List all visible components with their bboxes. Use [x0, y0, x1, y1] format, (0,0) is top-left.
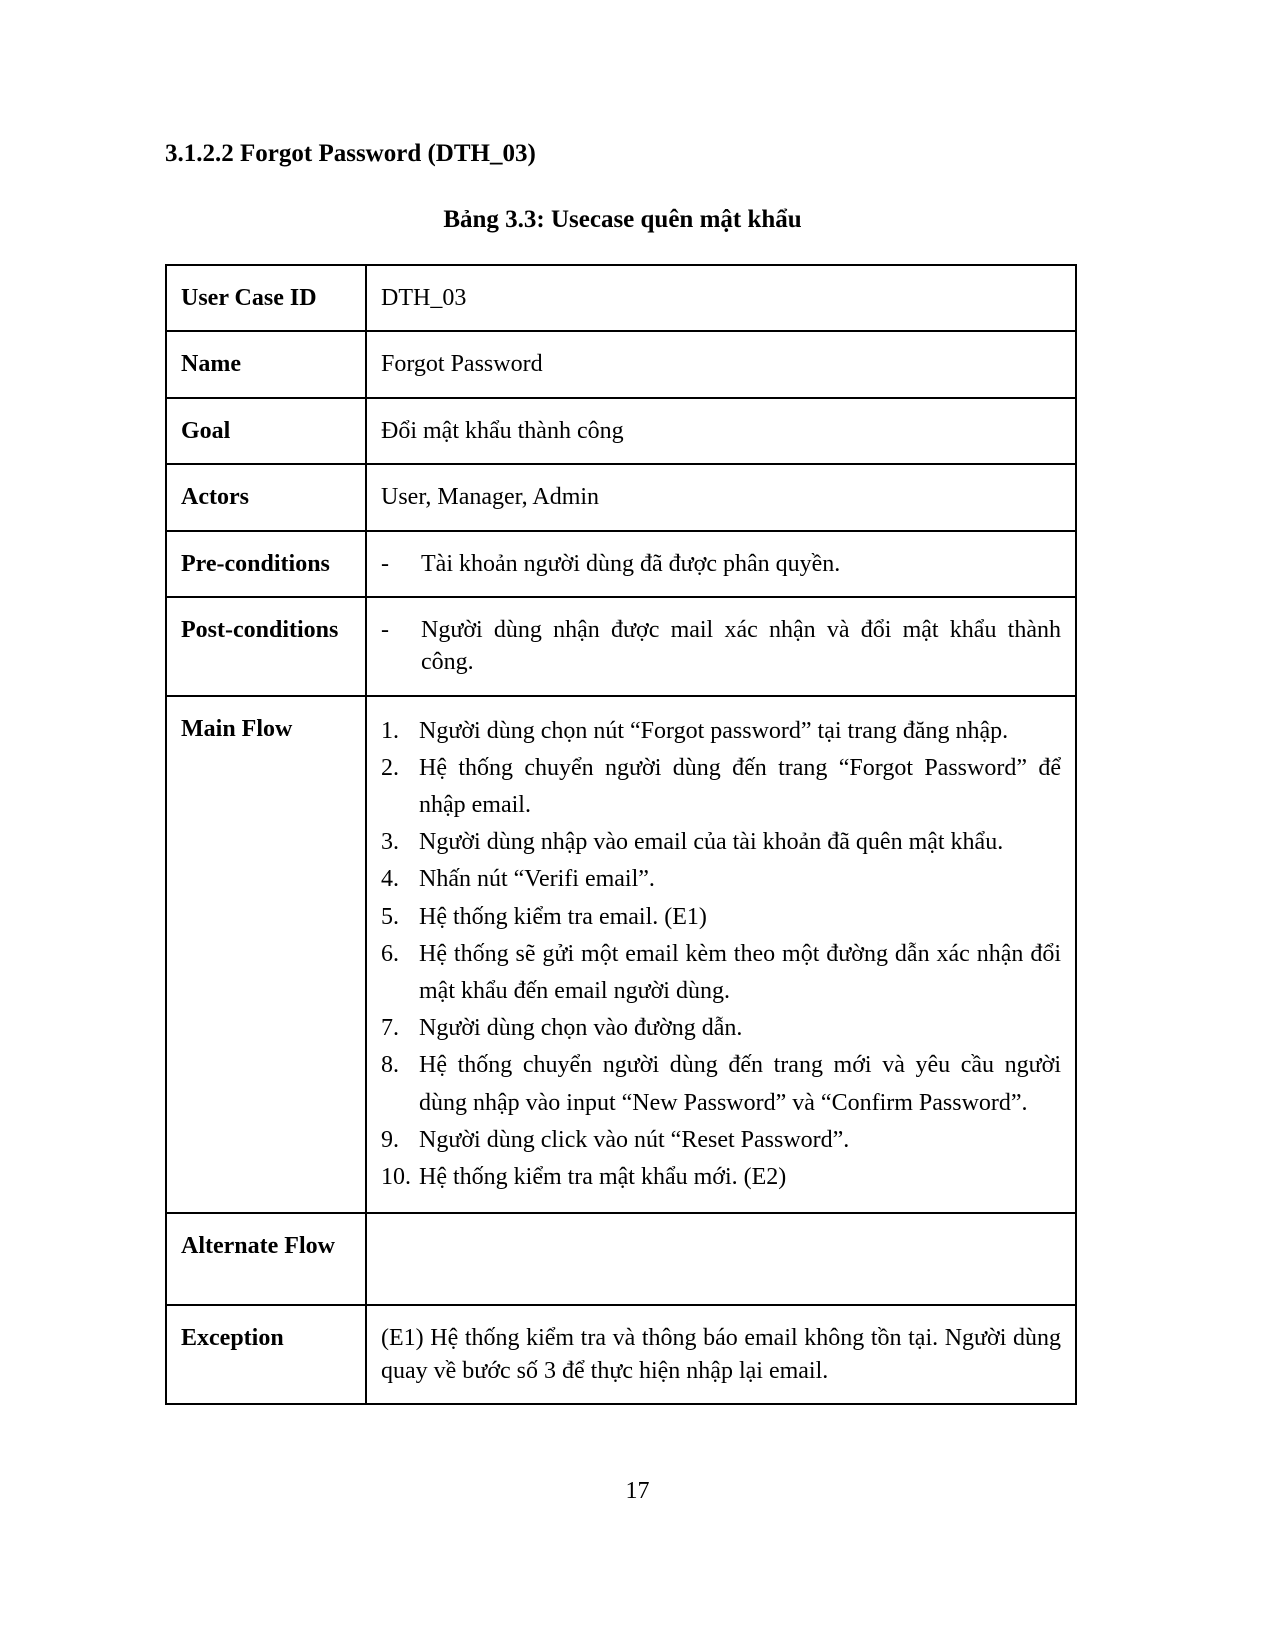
- bullet-item: [381, 614, 1061, 679]
- row-label: Name: [166, 331, 366, 397]
- step-number: 2.: [381, 754, 399, 781]
- step-text: Nhấn nút “Verifi email”.: [419, 866, 655, 893]
- bullet-marker: -: [381, 616, 389, 643]
- main-flow-step: [381, 936, 1061, 1010]
- row-content: Đổi mật khẩu thành công: [366, 398, 1076, 464]
- row-content: User, Manager, Admin: [366, 464, 1076, 530]
- table-caption: Bảng 3.3: Usecase quên mật khẩu: [443, 206, 802, 233]
- page-number: 17: [625, 1478, 650, 1504]
- row-label: User Case ID: [166, 265, 366, 331]
- row-label: Post-conditions: [166, 597, 366, 696]
- step-number: 5.: [381, 903, 399, 930]
- step-number: 4.: [381, 866, 399, 893]
- step-number: 9.: [381, 1126, 399, 1153]
- row-content: [366, 1213, 1076, 1305]
- main-flow-step: [381, 861, 1061, 898]
- bullet-text: Tài khoản người dùng đã được phân quyền.: [421, 550, 841, 577]
- row-content: Forgot Password: [366, 331, 1076, 397]
- step-number: 10.: [381, 1163, 411, 1190]
- main-flow-step: [381, 1047, 1061, 1121]
- main-flow-step: [381, 1122, 1061, 1159]
- main-flow-step: [381, 899, 1061, 936]
- row-content: [366, 531, 1076, 597]
- table-row-actors: [166, 464, 1076, 530]
- row-content: (E1) Hệ thống kiểm tra và thông báo email không tồn tại. Người dùng quay về bước số 3 để thực hiện nhập lại email.: [366, 1305, 1076, 1404]
- row-content: [366, 597, 1076, 696]
- table-row-alternate-flow: [166, 1213, 1076, 1305]
- row-label: Pre-conditions: [166, 531, 366, 597]
- main-flow-step: [381, 750, 1061, 824]
- main-flow-step: [381, 713, 1061, 750]
- main-flow-list: [381, 713, 1061, 1196]
- step-text: Hệ thống kiểm tra mật khẩu mới. (E2): [419, 1163, 787, 1190]
- bullet-marker: -: [381, 550, 389, 577]
- step-number: 7.: [381, 1015, 399, 1042]
- step-text: Hệ thống sẽ gửi một email kèm theo một đường dẫn xác nhận đổi mật khẩu đến email người dùng.: [419, 940, 1061, 1005]
- step-number: 8.: [381, 1052, 399, 1079]
- bullet-text: Người dùng nhận được mail xác nhận và đổi mật khẩu thành công.: [421, 616, 1061, 676]
- table-row-main-flow: [166, 696, 1076, 1213]
- page-content: [165, 140, 1080, 1405]
- step-text: Người dùng chọn vào đường dẫn.: [419, 1015, 743, 1042]
- step-number: 1.: [381, 717, 399, 744]
- row-label: Goal: [166, 398, 366, 464]
- table-row-exception: [166, 1305, 1076, 1404]
- step-text: Hệ thống chuyển người dùng đến trang mới và yêu cầu người dùng nhập vào input “New Password” và “Confirm Password”.: [419, 1052, 1061, 1116]
- step-number: 3.: [381, 829, 399, 856]
- row-label: Alternate Flow: [166, 1213, 366, 1305]
- table-row-pre-conditions: [166, 531, 1076, 597]
- row-content: DTH_03: [366, 265, 1076, 331]
- step-text: Hệ thống chuyển người dùng đến trang “Forgot Password” để nhập email.: [419, 754, 1061, 819]
- step-text: Người dùng click vào nút “Reset Password”.: [419, 1126, 850, 1153]
- step-number: 6.: [381, 940, 399, 967]
- main-flow-step: [381, 1159, 1061, 1196]
- main-flow-step: [381, 1010, 1061, 1047]
- row-label: Actors: [166, 464, 366, 530]
- table-row-user-case-id: [166, 265, 1076, 331]
- main-flow-step: [381, 824, 1061, 861]
- step-text: Người dùng nhập vào email của tài khoản đã quên mật khẩu.: [419, 829, 1004, 856]
- table-row-post-conditions: [166, 597, 1076, 696]
- row-label: Main Flow: [166, 696, 366, 1213]
- usecase-table: [165, 264, 1077, 1405]
- step-text: Hệ thống kiểm tra email. (E1): [419, 903, 707, 930]
- table-row-name: [166, 331, 1076, 397]
- step-text: Người dùng chọn nút “Forgot password” tại trang đăng nhập.: [419, 717, 1009, 744]
- bullet-item: [381, 548, 1061, 580]
- table-row-goal: [166, 398, 1076, 464]
- row-content: [366, 696, 1076, 1213]
- row-label: Exception: [166, 1305, 366, 1404]
- section-heading: 3.1.2.2 Forgot Password (DTH_03): [165, 140, 536, 167]
